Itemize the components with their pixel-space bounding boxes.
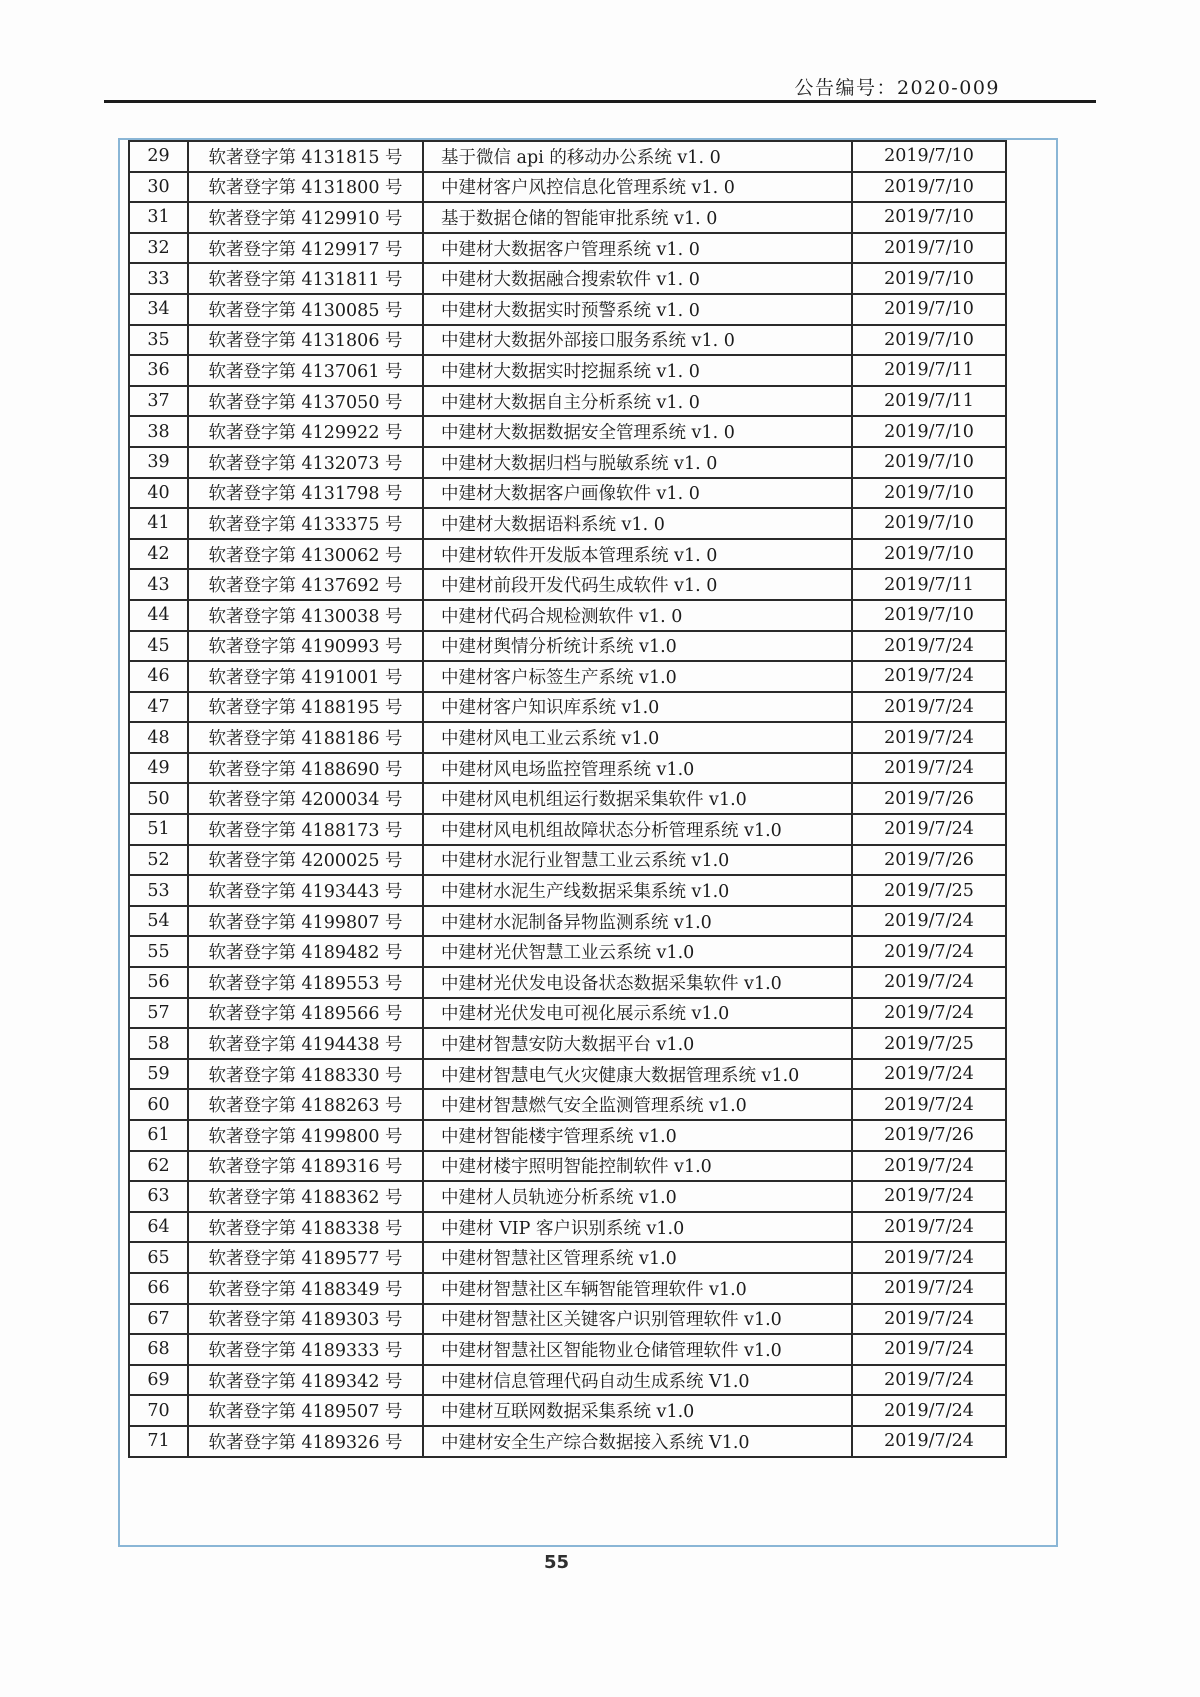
software-name-cell: 中建材大数据客户画像软件 v1. 0 bbox=[423, 478, 852, 509]
row-index-cell: 71 bbox=[129, 1426, 188, 1457]
registration-date-cell: 2019/7/10 bbox=[852, 263, 1006, 294]
row-index-cell: 46 bbox=[129, 661, 188, 692]
software-name-cell: 中建材大数据外部接口服务系统 v1. 0 bbox=[423, 325, 852, 356]
registration-date-cell: 2019/7/26 bbox=[852, 845, 1006, 876]
registration-number-cell: 软著登字第 4137050 号 bbox=[188, 386, 423, 417]
software-name-cell: 中建材风电机组运行数据采集软件 v1.0 bbox=[423, 783, 852, 814]
registration-date-cell: 2019/7/24 bbox=[852, 906, 1006, 937]
software-name-cell: 中建材光伏发电可视化展示系统 v1.0 bbox=[423, 998, 852, 1029]
registration-number-cell: 软著登字第 4199807 号 bbox=[188, 906, 423, 937]
software-name-cell: 中建材客户风控信息化管理系统 v1. 0 bbox=[423, 172, 852, 203]
registration-date-cell: 2019/7/10 bbox=[852, 172, 1006, 203]
row-index-cell: 36 bbox=[129, 355, 188, 386]
row-index-cell: 32 bbox=[129, 233, 188, 264]
table-row bbox=[129, 814, 1006, 845]
registration-number-cell: 软著登字第 4200034 号 bbox=[188, 783, 423, 814]
table-row bbox=[129, 1242, 1006, 1273]
table-row bbox=[129, 1334, 1006, 1365]
registration-date-cell: 2019/7/24 bbox=[852, 1365, 1006, 1396]
registration-date-cell: 2019/7/11 bbox=[852, 355, 1006, 386]
software-name-cell: 中建材水泥生产线数据采集系统 v1.0 bbox=[423, 875, 852, 906]
table-row bbox=[129, 233, 1006, 264]
registration-date-cell: 2019/7/24 bbox=[852, 1334, 1006, 1365]
table-row bbox=[129, 875, 1006, 906]
row-index-cell: 42 bbox=[129, 539, 188, 570]
registration-date-cell: 2019/7/10 bbox=[852, 325, 1006, 356]
row-index-cell: 38 bbox=[129, 416, 188, 447]
row-index-cell: 51 bbox=[129, 814, 188, 845]
row-index-cell: 52 bbox=[129, 845, 188, 876]
table-row bbox=[129, 1395, 1006, 1426]
row-index-cell: 61 bbox=[129, 1120, 188, 1151]
registration-number-cell: 软著登字第 4189316 号 bbox=[188, 1151, 423, 1182]
registration-number-cell: 软著登字第 4133375 号 bbox=[188, 508, 423, 539]
registration-number-cell: 软著登字第 4130085 号 bbox=[188, 294, 423, 325]
row-index-cell: 47 bbox=[129, 692, 188, 723]
row-index-cell: 49 bbox=[129, 753, 188, 784]
software-name-cell: 中建材智慧安防大数据平台 v1.0 bbox=[423, 1028, 852, 1059]
registration-date-cell: 2019/7/10 bbox=[852, 202, 1006, 233]
table-row bbox=[129, 478, 1006, 509]
row-index-cell: 54 bbox=[129, 906, 188, 937]
software-name-cell: 中建材人员轨迹分析系统 v1.0 bbox=[423, 1181, 852, 1212]
table-row bbox=[129, 202, 1006, 233]
software-name-cell: 中建材舆情分析统计系统 v1.0 bbox=[423, 631, 852, 662]
table-row bbox=[129, 141, 1006, 172]
registration-date-cell: 2019/7/11 bbox=[852, 386, 1006, 417]
software-name-cell: 中建材智慧电气火灾健康大数据管理系统 v1.0 bbox=[423, 1059, 852, 1090]
software-name-cell: 中建材风电场监控管理系统 v1.0 bbox=[423, 753, 852, 784]
registration-number-cell: 软著登字第 4130038 号 bbox=[188, 600, 423, 631]
registration-date-cell: 2019/7/25 bbox=[852, 875, 1006, 906]
registration-date-cell: 2019/7/10 bbox=[852, 508, 1006, 539]
row-index-cell: 64 bbox=[129, 1212, 188, 1243]
table-row bbox=[129, 355, 1006, 386]
row-index-cell: 31 bbox=[129, 202, 188, 233]
registration-date-cell: 2019/7/26 bbox=[852, 1120, 1006, 1151]
table-row bbox=[129, 661, 1006, 692]
table-row bbox=[129, 263, 1006, 294]
table-row bbox=[129, 172, 1006, 203]
header-rule bbox=[104, 100, 1096, 103]
table-row bbox=[129, 325, 1006, 356]
software-name-cell: 基于数据仓储的智能审批系统 v1. 0 bbox=[423, 202, 852, 233]
row-index-cell: 60 bbox=[129, 1089, 188, 1120]
row-index-cell: 30 bbox=[129, 172, 188, 203]
registration-number-cell: 软著登字第 4188173 号 bbox=[188, 814, 423, 845]
table-row bbox=[129, 1151, 1006, 1182]
registration-number-cell: 软著登字第 4131811 号 bbox=[188, 263, 423, 294]
software-copyright-table bbox=[128, 140, 1007, 1458]
registration-date-cell: 2019/7/24 bbox=[852, 936, 1006, 967]
registration-date-cell: 2019/7/10 bbox=[852, 233, 1006, 264]
registration-date-cell: 2019/7/25 bbox=[852, 1028, 1006, 1059]
software-name-cell: 中建材水泥行业智慧工业云系统 v1.0 bbox=[423, 845, 852, 876]
row-index-cell: 59 bbox=[129, 1059, 188, 1090]
registration-date-cell: 2019/7/24 bbox=[852, 1273, 1006, 1304]
registration-date-cell: 2019/7/10 bbox=[852, 294, 1006, 325]
software-name-cell: 中建材大数据数据安全管理系统 v1. 0 bbox=[423, 416, 852, 447]
software-name-cell: 中建材光伏智慧工业云系统 v1.0 bbox=[423, 936, 852, 967]
registration-number-cell: 软著登字第 4188362 号 bbox=[188, 1181, 423, 1212]
registration-number-cell: 软著登字第 4131800 号 bbox=[188, 172, 423, 203]
software-name-cell: 中建材光伏发电设备状态数据采集软件 v1.0 bbox=[423, 967, 852, 998]
registration-date-cell: 2019/7/24 bbox=[852, 1059, 1006, 1090]
registration-date-cell: 2019/7/24 bbox=[852, 631, 1006, 662]
registration-number-cell: 软著登字第 4129917 号 bbox=[188, 233, 423, 264]
table-row bbox=[129, 1273, 1006, 1304]
row-index-cell: 65 bbox=[129, 1242, 188, 1273]
registration-number-cell: 软著登字第 4189326 号 bbox=[188, 1426, 423, 1457]
software-name-cell: 中建材大数据语料系统 v1. 0 bbox=[423, 508, 852, 539]
registration-number-cell: 软著登字第 4131806 号 bbox=[188, 325, 423, 356]
registration-date-cell: 2019/7/24 bbox=[852, 1395, 1006, 1426]
registration-number-cell: 软著登字第 4129922 号 bbox=[188, 416, 423, 447]
row-index-cell: 62 bbox=[129, 1151, 188, 1182]
registration-number-cell: 软著登字第 4189553 号 bbox=[188, 967, 423, 998]
registration-number-cell: 软著登字第 4199800 号 bbox=[188, 1120, 423, 1151]
software-name-cell: 中建材大数据实时挖掘系统 v1. 0 bbox=[423, 355, 852, 386]
row-index-cell: 48 bbox=[129, 722, 188, 753]
table-row bbox=[129, 447, 1006, 478]
row-index-cell: 35 bbox=[129, 325, 188, 356]
table-row bbox=[129, 386, 1006, 417]
registration-number-cell: 软著登字第 4129910 号 bbox=[188, 202, 423, 233]
row-index-cell: 67 bbox=[129, 1304, 188, 1335]
registration-date-cell: 2019/7/24 bbox=[852, 661, 1006, 692]
copyright-table-body bbox=[129, 141, 1006, 1457]
registration-date-cell: 2019/7/10 bbox=[852, 416, 1006, 447]
registration-number-cell: 软著登字第 4189507 号 bbox=[188, 1395, 423, 1426]
row-index-cell: 50 bbox=[129, 783, 188, 814]
registration-number-cell: 软著登字第 4188330 号 bbox=[188, 1059, 423, 1090]
software-name-cell: 中建材大数据融合搜索软件 v1. 0 bbox=[423, 263, 852, 294]
registration-number-cell: 软著登字第 4189482 号 bbox=[188, 936, 423, 967]
software-name-cell: 基于微信 api 的移动办公系统 v1. 0 bbox=[423, 141, 852, 172]
software-name-cell: 中建材 VIP 客户识别系统 v1.0 bbox=[423, 1212, 852, 1243]
registration-number-cell: 软著登字第 4189333 号 bbox=[188, 1334, 423, 1365]
table-row bbox=[129, 600, 1006, 631]
software-name-cell: 中建材智慧社区关键客户识别管理软件 v1.0 bbox=[423, 1304, 852, 1335]
row-index-cell: 55 bbox=[129, 936, 188, 967]
row-index-cell: 70 bbox=[129, 1395, 188, 1426]
table-row bbox=[129, 1181, 1006, 1212]
software-name-cell: 中建材大数据自主分析系统 v1. 0 bbox=[423, 386, 852, 417]
row-index-cell: 68 bbox=[129, 1334, 188, 1365]
registration-number-cell: 软著登字第 4188263 号 bbox=[188, 1089, 423, 1120]
software-name-cell: 中建材风电工业云系统 v1.0 bbox=[423, 722, 852, 753]
table-row bbox=[129, 906, 1006, 937]
table-row bbox=[129, 722, 1006, 753]
table-row bbox=[129, 416, 1006, 447]
table-row bbox=[129, 753, 1006, 784]
notice-number: 公告编号：2020-009 bbox=[794, 77, 1000, 99]
row-index-cell: 37 bbox=[129, 386, 188, 417]
registration-number-cell: 软著登字第 4189566 号 bbox=[188, 998, 423, 1029]
registration-date-cell: 2019/7/11 bbox=[852, 569, 1006, 600]
row-index-cell: 57 bbox=[129, 998, 188, 1029]
table-row bbox=[129, 692, 1006, 723]
table-row bbox=[129, 1059, 1006, 1090]
table-row bbox=[129, 1089, 1006, 1120]
software-name-cell: 中建材客户标签生产系统 v1.0 bbox=[423, 661, 852, 692]
registration-number-cell: 软著登字第 4189303 号 bbox=[188, 1304, 423, 1335]
row-index-cell: 40 bbox=[129, 478, 188, 509]
table-row bbox=[129, 508, 1006, 539]
table-row bbox=[129, 1028, 1006, 1059]
software-name-cell: 中建材互联网数据采集系统 v1.0 bbox=[423, 1395, 852, 1426]
software-name-cell: 中建材水泥制备异物监测系统 v1.0 bbox=[423, 906, 852, 937]
table-row bbox=[129, 936, 1006, 967]
registration-number-cell: 软著登字第 4189577 号 bbox=[188, 1242, 423, 1273]
table-row bbox=[129, 1212, 1006, 1243]
registration-number-cell: 软著登字第 4131798 号 bbox=[188, 478, 423, 509]
registration-number-cell: 软著登字第 4188186 号 bbox=[188, 722, 423, 753]
registration-date-cell: 2019/7/10 bbox=[852, 539, 1006, 570]
software-name-cell: 中建材代码合规检测软件 v1. 0 bbox=[423, 600, 852, 631]
table-annotation-frame bbox=[118, 138, 1058, 1547]
registration-number-cell: 软著登字第 4131815 号 bbox=[188, 141, 423, 172]
table-row bbox=[129, 783, 1006, 814]
software-name-cell: 中建材客户知识库系统 v1.0 bbox=[423, 692, 852, 723]
registration-number-cell: 软著登字第 4137061 号 bbox=[188, 355, 423, 386]
row-index-cell: 29 bbox=[129, 141, 188, 172]
software-name-cell: 中建材安全生产综合数据接入系统 V1.0 bbox=[423, 1426, 852, 1457]
row-index-cell: 43 bbox=[129, 569, 188, 600]
registration-date-cell: 2019/7/24 bbox=[852, 1426, 1006, 1457]
page-footer bbox=[128, 1552, 985, 1573]
registration-number-cell: 软著登字第 4188195 号 bbox=[188, 692, 423, 723]
registration-date-cell: 2019/7/24 bbox=[852, 1089, 1006, 1120]
row-index-cell: 56 bbox=[129, 967, 188, 998]
table-row bbox=[129, 967, 1006, 998]
registration-date-cell: 2019/7/24 bbox=[852, 1304, 1006, 1335]
row-index-cell: 41 bbox=[129, 508, 188, 539]
row-index-cell: 69 bbox=[129, 1365, 188, 1396]
table-row bbox=[129, 1365, 1006, 1396]
table-row bbox=[129, 569, 1006, 600]
registration-date-cell: 2019/7/24 bbox=[852, 753, 1006, 784]
software-name-cell: 中建材前段开发代码生成软件 v1. 0 bbox=[423, 569, 852, 600]
software-name-cell: 中建材风电机组故障状态分析管理系统 v1.0 bbox=[423, 814, 852, 845]
software-name-cell: 中建材楼宇照明智能控制软件 v1.0 bbox=[423, 1151, 852, 1182]
row-index-cell: 33 bbox=[129, 263, 188, 294]
registration-number-cell: 软著登字第 4132073 号 bbox=[188, 447, 423, 478]
registration-date-cell: 2019/7/24 bbox=[852, 1151, 1006, 1182]
registration-date-cell: 2019/7/24 bbox=[852, 1212, 1006, 1243]
page-number: 55 bbox=[543, 1552, 570, 1573]
registration-number-cell: 软著登字第 4188690 号 bbox=[188, 753, 423, 784]
registration-date-cell: 2019/7/24 bbox=[852, 998, 1006, 1029]
table-row bbox=[129, 998, 1006, 1029]
registration-date-cell: 2019/7/10 bbox=[852, 600, 1006, 631]
registration-date-cell: 2019/7/10 bbox=[852, 478, 1006, 509]
table-row bbox=[129, 845, 1006, 876]
registration-date-cell: 2019/7/24 bbox=[852, 967, 1006, 998]
table-row bbox=[129, 294, 1006, 325]
software-name-cell: 中建材信息管理代码自动生成系统 V1.0 bbox=[423, 1365, 852, 1396]
registration-number-cell: 软著登字第 4137692 号 bbox=[188, 569, 423, 600]
table-row bbox=[129, 1304, 1006, 1335]
table-row bbox=[129, 631, 1006, 662]
row-index-cell: 63 bbox=[129, 1181, 188, 1212]
registration-date-cell: 2019/7/26 bbox=[852, 783, 1006, 814]
software-name-cell: 中建材大数据实时预警系统 v1. 0 bbox=[423, 294, 852, 325]
row-index-cell: 58 bbox=[129, 1028, 188, 1059]
registration-date-cell: 2019/7/10 bbox=[852, 447, 1006, 478]
table-row bbox=[129, 539, 1006, 570]
software-name-cell: 中建材智慧社区管理系统 v1.0 bbox=[423, 1242, 852, 1273]
software-name-cell: 中建材智慧社区智能物业仓储管理软件 v1.0 bbox=[423, 1334, 852, 1365]
registration-number-cell: 软著登字第 4200025 号 bbox=[188, 845, 423, 876]
row-index-cell: 34 bbox=[129, 294, 188, 325]
registration-number-cell: 软著登字第 4189342 号 bbox=[188, 1365, 423, 1396]
row-index-cell: 53 bbox=[129, 875, 188, 906]
software-name-cell: 中建材大数据客户管理系统 v1. 0 bbox=[423, 233, 852, 264]
registration-number-cell: 软著登字第 4188338 号 bbox=[188, 1212, 423, 1243]
row-index-cell: 45 bbox=[129, 631, 188, 662]
registration-number-cell: 软著登字第 4190993 号 bbox=[188, 631, 423, 662]
software-name-cell: 中建材软件开发版本管理系统 v1. 0 bbox=[423, 539, 852, 570]
registration-date-cell: 2019/7/24 bbox=[852, 692, 1006, 723]
registration-date-cell: 2019/7/24 bbox=[852, 1242, 1006, 1273]
row-index-cell: 39 bbox=[129, 447, 188, 478]
row-index-cell: 66 bbox=[129, 1273, 188, 1304]
registration-number-cell: 软著登字第 4188349 号 bbox=[188, 1273, 423, 1304]
table-row bbox=[129, 1426, 1006, 1457]
registration-number-cell: 软著登字第 4191001 号 bbox=[188, 661, 423, 692]
software-name-cell: 中建材智能楼宇管理系统 v1.0 bbox=[423, 1120, 852, 1151]
registration-number-cell: 软著登字第 4194438 号 bbox=[188, 1028, 423, 1059]
registration-number-cell: 软著登字第 4130062 号 bbox=[188, 539, 423, 570]
registration-date-cell: 2019/7/24 bbox=[852, 1181, 1006, 1212]
registration-date-cell: 2019/7/24 bbox=[852, 814, 1006, 845]
registration-number-cell: 软著登字第 4193443 号 bbox=[188, 875, 423, 906]
software-name-cell: 中建材智慧燃气安全监测管理系统 v1.0 bbox=[423, 1089, 852, 1120]
registration-date-cell: 2019/7/10 bbox=[852, 141, 1006, 172]
software-name-cell: 中建材大数据归档与脱敏系统 v1. 0 bbox=[423, 447, 852, 478]
row-index-cell: 44 bbox=[129, 600, 188, 631]
table-row bbox=[129, 1120, 1006, 1151]
software-name-cell: 中建材智慧社区车辆智能管理软件 v1.0 bbox=[423, 1273, 852, 1304]
registration-date-cell: 2019/7/24 bbox=[852, 722, 1006, 753]
